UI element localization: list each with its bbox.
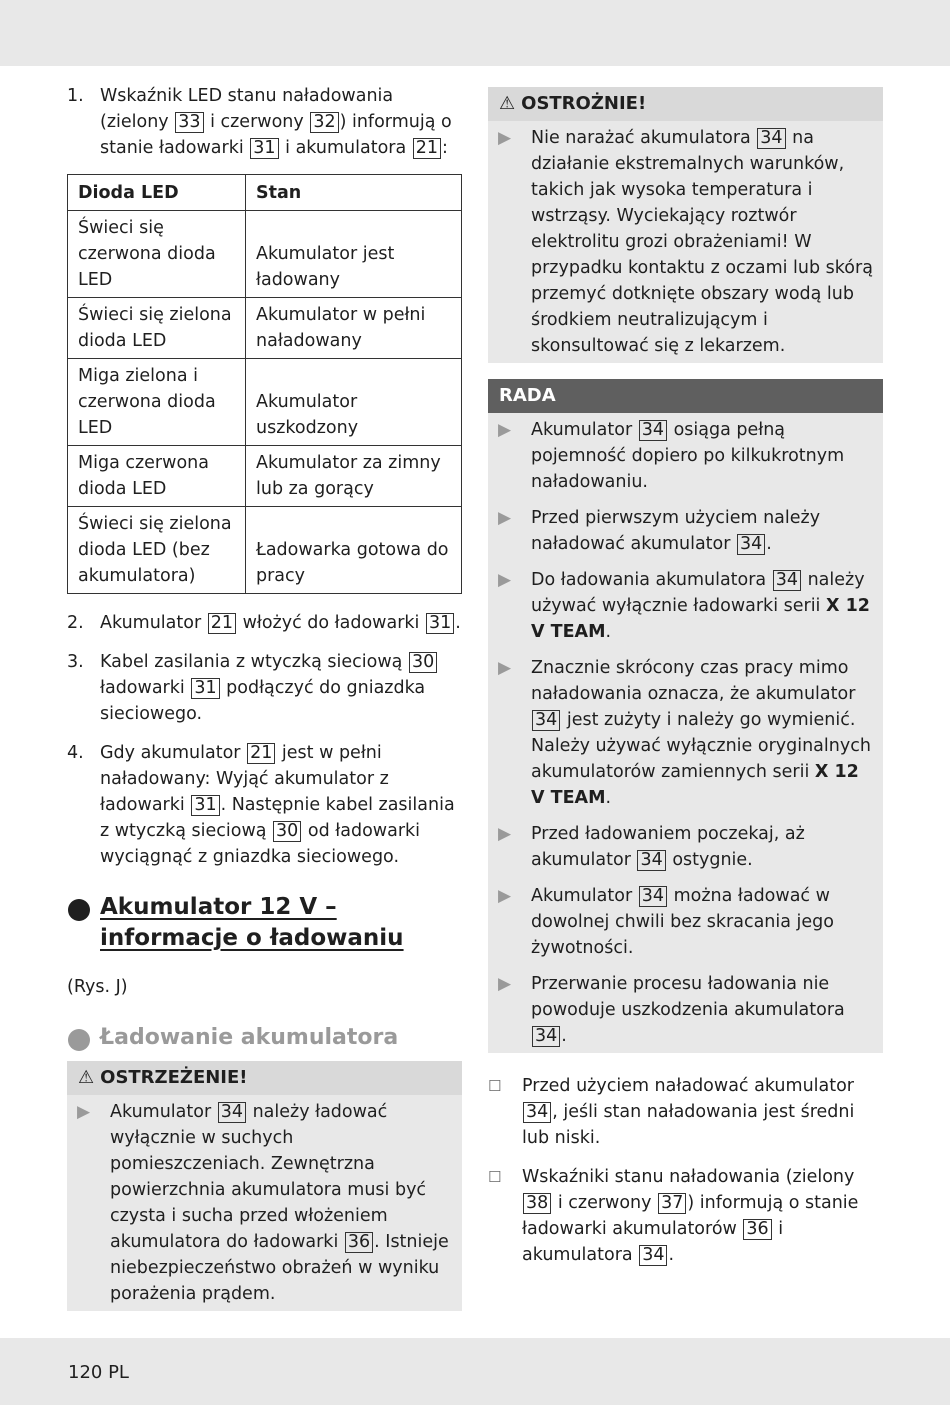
tip-item: ▶ Przed pierwszym użyciem należy naładować akumulator 34 . [488, 505, 883, 557]
table-cell: Akumulator uszkodzony [246, 359, 462, 446]
arrow-bullet-icon: ▶ [498, 886, 512, 906]
caution-box [488, 87, 883, 363]
step-text: Gdy akumulator 21 jest w pełni naładowany: Wyjąć akumulator z ładowarki 31 . Następnie kabel zasilania z wtyczką sieciową 30 od ładowarki wyciągnąć z gniazdka sieciowego. [100, 743, 455, 867]
ref-number: 34 [639, 1245, 667, 1266]
table-row [68, 211, 462, 298]
table-cell: Miga zielona i czerwona dioda LED [68, 359, 246, 446]
table-cell: Ładowarka gotowa do pracy [246, 507, 462, 594]
ref-number: 34 [757, 128, 785, 149]
bullet-dot-icon [68, 899, 90, 921]
right-column [488, 87, 883, 1281]
warning-triangle-icon: ⚠ [499, 93, 516, 114]
step-text: Akumulator 21 włożyć do ładowarki 31 . [100, 613, 461, 633]
ref-number: 34 [637, 850, 665, 871]
ref-number: 34 [737, 534, 765, 555]
arrow-bullet-icon: ▶ [498, 508, 512, 528]
table-row [68, 507, 462, 594]
arrow-bullet-icon: ▶ [498, 974, 512, 994]
table-cell: Świeci się zielona dioda LED [68, 298, 246, 359]
checklist [488, 1073, 883, 1268]
subsection-heading [67, 1022, 462, 1053]
arrow-bullet-icon: ▶ [498, 824, 512, 844]
table-cell: Świeci się zielona dioda LED (bez akumulatora) [68, 507, 246, 594]
series-name: X 12 V TEAM [531, 762, 859, 808]
step-3 [67, 649, 462, 727]
caution-header: ⚠ OSTROŻNIE! [488, 87, 883, 121]
tip-box [488, 379, 883, 1053]
section-heading [67, 892, 462, 954]
step-number: 2. [67, 613, 84, 633]
warning-box [67, 1061, 462, 1311]
tip-item: ▶ Znacznie skrócony czas pracy mimo naładowania oznacza, że akumulator 34 jest zużyty i należy go wymienić. Należy używać wyłącznie oryginalnych akumulatorów zamiennych serii X 12 V TEAM. [488, 655, 883, 811]
ref-number: 34 [639, 420, 667, 441]
ref-number: 31 [191, 795, 219, 816]
ref-number: 34 [639, 886, 667, 907]
series-name: X 12 V TEAM [531, 596, 870, 642]
step-text: Wskaźnik LED stanu naładowania (zielony 33 i czerwony 32 ) informują o stanie ładowarki 31 i akumulatora 21 : [100, 86, 452, 158]
table-cell: Akumulator jest ładowany [246, 211, 462, 298]
check-item: ☐ Przed użyciem naładować akumulator 34 , jeśli stan naładowania jest średni lub niski. [488, 1073, 883, 1151]
ref-number: 37 [658, 1193, 686, 1214]
table-header: Dioda LED [68, 175, 246, 211]
arrow-bullet-icon: ▶ [498, 128, 512, 148]
ref-number: 38 [523, 1193, 551, 1214]
arrow-bullet-icon: ▶ [498, 658, 512, 678]
ref-number: 30 [273, 821, 301, 842]
ref-number: 34 [532, 710, 560, 731]
arrow-bullet-icon: ▶ [77, 1102, 91, 1122]
arrow-bullet-icon: ▶ [498, 570, 512, 590]
ref-number: 33 [175, 112, 203, 133]
step-number: 1. [67, 86, 84, 106]
step-text: Kabel zasilania z wtyczką sieciową 30 ładowarki 31 podłączyć do gniazdka sieciowego. [100, 649, 462, 727]
bullet-dot-icon [68, 1029, 90, 1051]
tip-item: ▶ Do ładowania akumulatora 34 należy używać wyłącznie ładowarki serii X 12 V TEAM. [488, 567, 883, 645]
tip-item: ▶ Przerwanie procesu ładowania nie powoduje uszkodzenia akumulatora 34 . [488, 971, 883, 1049]
ref-number: 34 [523, 1102, 551, 1123]
ref-number: 21 [208, 613, 236, 634]
table-cell: Miga czerwona dioda LED [68, 446, 246, 507]
step-number: 4. [67, 743, 84, 763]
tip-item: ▶ Akumulator 34 osiąga pełną pojemność dopiero po kilkukrotnym naładowaniu. [488, 413, 883, 495]
tip-item: ▶ Przed ładowaniem poczekaj, aż akumulator 34 ostygnie. [488, 821, 883, 873]
table-row [68, 446, 462, 507]
ref-number: 21 [413, 138, 441, 159]
left-column [67, 83, 462, 1311]
check-item: ☐ Wskaźniki stanu naładowania (zielony 38 i czerwony 37 ) informują o stanie ładowarki akumulatorów 36 i akumulatora 34 . [488, 1164, 883, 1268]
warning-header: ⚠ OSTRZEŻENIE! [67, 1061, 462, 1095]
ref-number: 34 [218, 1102, 246, 1123]
figure-reference: (Rys. J) [67, 977, 128, 997]
ref-number: 31 [250, 138, 278, 159]
tip-header: RADA [488, 379, 883, 413]
table-header-row [68, 175, 462, 211]
arrow-bullet-icon: ▶ [498, 420, 512, 440]
ref-number: 34 [532, 1026, 560, 1047]
ref-number: 36 [743, 1219, 771, 1240]
table-cell: Akumulator w pełni naładowany [246, 298, 462, 359]
step-1 [67, 83, 462, 161]
ref-number: 34 [773, 570, 801, 591]
table-row [68, 359, 462, 446]
page-number: 120 PL [68, 1362, 129, 1383]
warning-item: ▶ Akumulator 34 należy ładować wyłącznie w suchych pomieszczeniach. Zewnętrzna powierzchnia akumulatora musi być czysta i sucha przed włożeniem akumulatora do ładowarki 36 . Istnieje niebezpieczeństwo obrażeń w wyniku porażenia prądem. [67, 1095, 462, 1307]
step-2 [67, 610, 462, 636]
table-row [68, 298, 462, 359]
table-cell: Świeci się czerwona dioda LED [68, 211, 246, 298]
ref-number: 36 [345, 1232, 373, 1253]
warning-triangle-icon: ⚠ [78, 1067, 95, 1088]
ref-number: 21 [247, 743, 275, 764]
led-status-table [67, 174, 462, 594]
subsection-title: Ładowanie akumulatora [100, 1025, 399, 1050]
ref-number: 31 [191, 678, 219, 699]
table-header: Stan [246, 175, 462, 211]
table-cell: Akumulator za zimny lub za gorący [246, 446, 462, 507]
checkbox-square-icon: ☐ [488, 1077, 502, 1095]
ref-number: 30 [409, 652, 437, 673]
ref-number: 32 [310, 112, 338, 133]
tip-item: ▶ Akumulator 34 można ładować w dowolnej chwili bez skracania jego żywotności. [488, 883, 883, 961]
step-4 [67, 740, 462, 870]
checkbox-square-icon: ☐ [488, 1168, 502, 1186]
caution-item: ▶ Nie narażać akumulatora 34 na działanie ekstremalnych warunków, takich jak wysoka temperatura i wstrząsy. Wyciekający roztwór elektrolitu grozi obrażeniami! W przypadku kontaktu z oczami lub skórą przemyć dotknięte obszary wodą lub środkiem neutralizującym i skonsultować się z lekarzem. [488, 121, 883, 359]
header-band [0, 0, 950, 66]
footer-band [0, 1338, 950, 1405]
ref-number: 31 [426, 613, 454, 634]
section-title: Akumulator 12 V – informacje o ładowaniu [100, 894, 404, 951]
step-number: 3. [67, 652, 84, 672]
